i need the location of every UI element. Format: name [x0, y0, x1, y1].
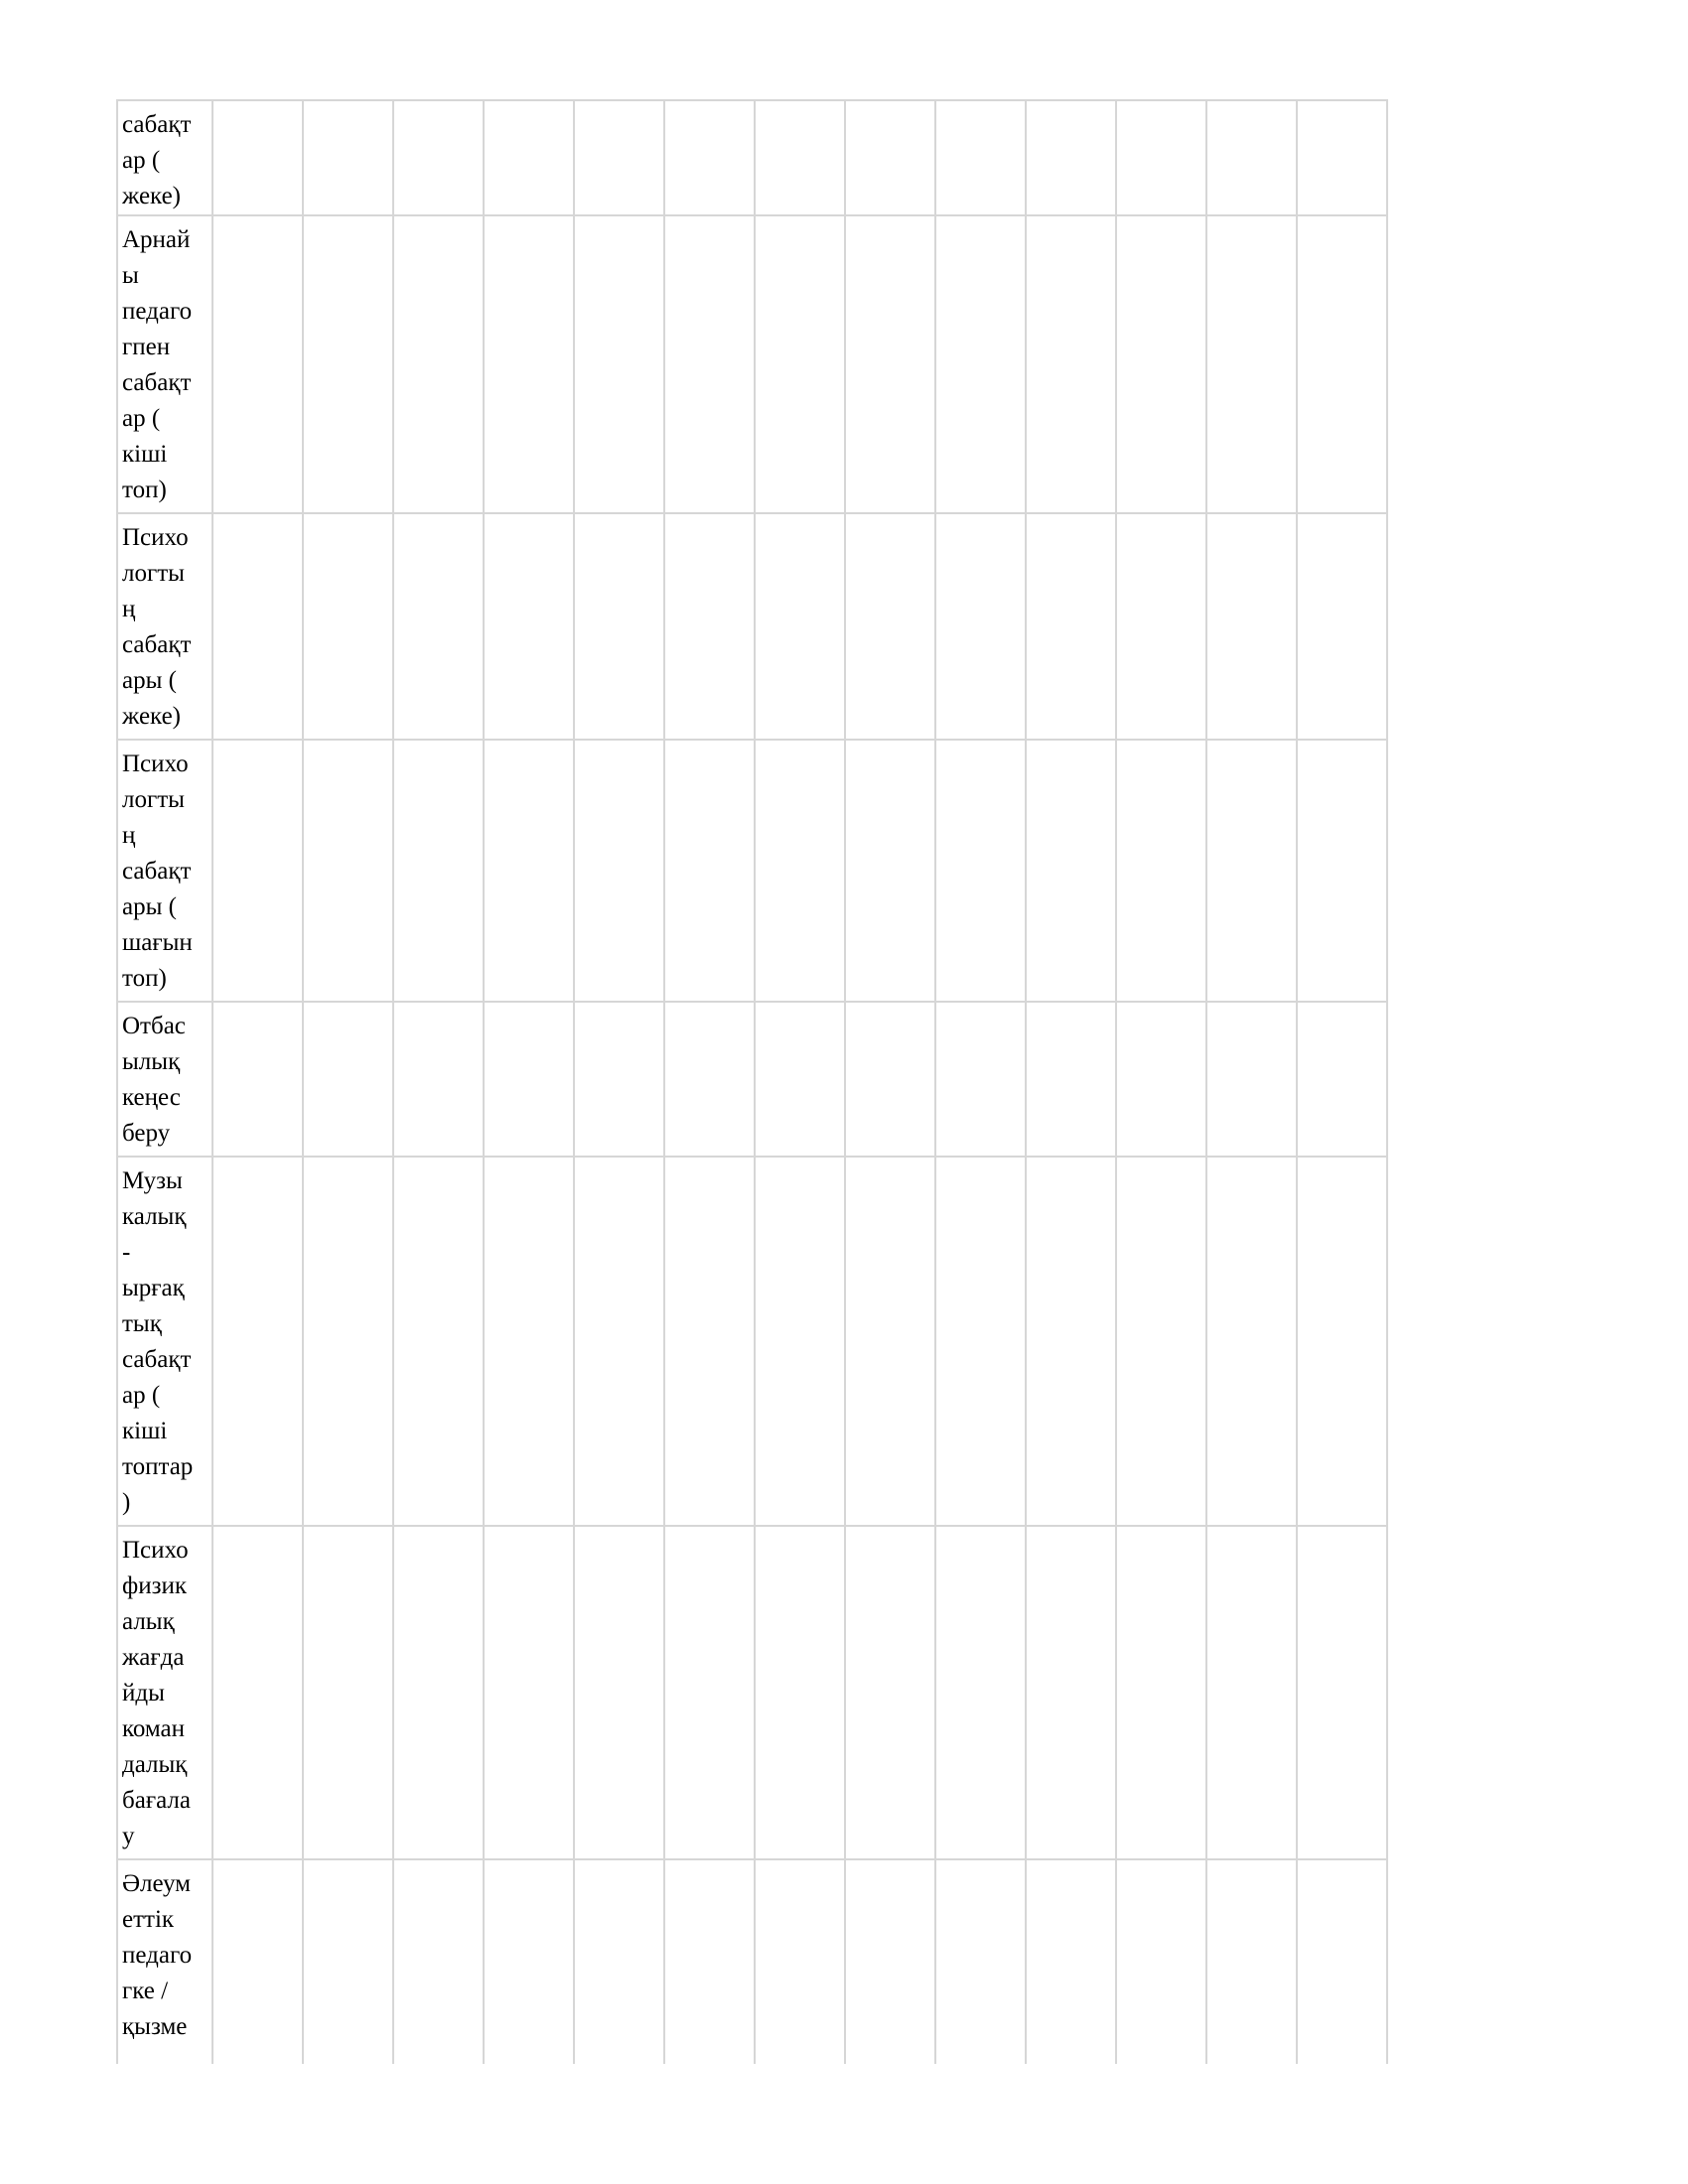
empty-cell: [303, 100, 393, 215]
empty-cell: [1116, 1157, 1206, 1526]
table-row: [117, 740, 1387, 1002]
empty-cell: [484, 740, 574, 1002]
empty-cell: [935, 1157, 1026, 1526]
empty-cell: [1206, 1526, 1297, 1859]
empty-cell: [845, 1157, 935, 1526]
table-container: [116, 99, 1388, 2064]
empty-cell: [1206, 740, 1297, 1002]
empty-cell: [845, 1002, 935, 1157]
empty-cell: [303, 740, 393, 1002]
empty-cell: [1297, 1526, 1387, 1859]
empty-cell: [1116, 513, 1206, 740]
empty-cell: [1116, 100, 1206, 215]
empty-cell: [212, 1157, 303, 1526]
schedule-table: [116, 99, 1388, 2064]
table-row: [117, 215, 1387, 513]
empty-cell: [1206, 1157, 1297, 1526]
empty-cell: [755, 1157, 845, 1526]
empty-cell: [1116, 1002, 1206, 1157]
empty-cell: [484, 1526, 574, 1859]
empty-cell: [1206, 215, 1297, 513]
empty-cell: [393, 740, 484, 1002]
row-label-cell: сабақт ар ( жеке): [117, 100, 212, 215]
empty-cell: [755, 100, 845, 215]
empty-cell: [574, 1526, 664, 1859]
empty-cell: [574, 513, 664, 740]
empty-cell: [845, 513, 935, 740]
empty-cell: [1206, 513, 1297, 740]
empty-cell: [755, 215, 845, 513]
empty-cell: [664, 215, 755, 513]
empty-cell: [664, 1002, 755, 1157]
empty-cell: [935, 740, 1026, 1002]
empty-cell: [574, 215, 664, 513]
table-body: [117, 100, 1387, 2064]
empty-cell: [393, 1526, 484, 1859]
table-row: [117, 1526, 1387, 1859]
empty-cell: [303, 1859, 393, 2064]
empty-cell: [1297, 100, 1387, 215]
empty-cell: [755, 1002, 845, 1157]
empty-cell: [1116, 740, 1206, 1002]
empty-cell: [574, 100, 664, 215]
empty-cell: [1297, 215, 1387, 513]
empty-cell: [1026, 1526, 1116, 1859]
empty-cell: [393, 100, 484, 215]
empty-cell: [484, 1002, 574, 1157]
empty-cell: [574, 1157, 664, 1526]
empty-cell: [484, 513, 574, 740]
table-row: [117, 1002, 1387, 1157]
empty-cell: [935, 1526, 1026, 1859]
empty-cell: [1297, 740, 1387, 1002]
empty-cell: [755, 740, 845, 1002]
empty-cell: [303, 513, 393, 740]
row-label-cell: Психо физик алық жағда йды коман далық бағала у: [117, 1526, 212, 1859]
empty-cell: [303, 215, 393, 513]
empty-cell: [664, 1157, 755, 1526]
empty-cell: [935, 215, 1026, 513]
empty-cell: [755, 513, 845, 740]
empty-cell: [393, 1157, 484, 1526]
empty-cell: [1116, 1526, 1206, 1859]
empty-cell: [935, 100, 1026, 215]
empty-cell: [212, 100, 303, 215]
empty-cell: [212, 215, 303, 513]
empty-cell: [1297, 513, 1387, 740]
empty-cell: [935, 1002, 1026, 1157]
empty-cell: [935, 1859, 1026, 2064]
empty-cell: [1206, 1002, 1297, 1157]
table-row: [117, 100, 1387, 215]
empty-cell: [212, 1859, 303, 2064]
empty-cell: [845, 215, 935, 513]
empty-cell: [212, 513, 303, 740]
table-row: [117, 1157, 1387, 1526]
empty-cell: [1026, 1002, 1116, 1157]
empty-cell: [393, 215, 484, 513]
empty-cell: [1026, 740, 1116, 1002]
empty-cell: [1297, 1859, 1387, 2064]
empty-cell: [664, 740, 755, 1002]
empty-cell: [303, 1526, 393, 1859]
empty-cell: [1206, 1859, 1297, 2064]
empty-cell: [755, 1526, 845, 1859]
empty-cell: [1026, 513, 1116, 740]
empty-cell: [845, 1859, 935, 2064]
empty-cell: [845, 100, 935, 215]
empty-cell: [393, 1002, 484, 1157]
empty-cell: [484, 1859, 574, 2064]
empty-cell: [845, 740, 935, 1002]
table-row: [117, 513, 1387, 740]
empty-cell: [845, 1526, 935, 1859]
row-label-cell: Арнай ы педаго гпен сабақт ар ( кіші топ): [117, 215, 212, 513]
empty-cell: [484, 215, 574, 513]
empty-cell: [935, 513, 1026, 740]
empty-cell: [212, 1002, 303, 1157]
row-label-cell: Отбас ылық кеңес беру: [117, 1002, 212, 1157]
table-row: [117, 1859, 1387, 2064]
row-label-cell: Психо логты ң сабақт ары ( шағын топ): [117, 740, 212, 1002]
empty-cell: [755, 1859, 845, 2064]
empty-cell: [303, 1157, 393, 1526]
empty-cell: [574, 1002, 664, 1157]
empty-cell: [393, 1859, 484, 2064]
empty-cell: [484, 1157, 574, 1526]
empty-cell: [1026, 100, 1116, 215]
empty-cell: [574, 740, 664, 1002]
empty-cell: [664, 100, 755, 215]
empty-cell: [1026, 1157, 1116, 1526]
row-label-cell: Психо логты ң сабақт ары ( жеке): [117, 513, 212, 740]
empty-cell: [1297, 1002, 1387, 1157]
row-label-cell: Әлеум еттік педаго гке / қызме: [117, 1859, 212, 2064]
empty-cell: [1297, 1157, 1387, 1526]
empty-cell: [1026, 215, 1116, 513]
empty-cell: [664, 513, 755, 740]
empty-cell: [393, 513, 484, 740]
empty-cell: [303, 1002, 393, 1157]
empty-cell: [574, 1859, 664, 2064]
empty-cell: [664, 1526, 755, 1859]
empty-cell: [664, 1859, 755, 2064]
empty-cell: [1206, 100, 1297, 215]
empty-cell: [212, 740, 303, 1002]
empty-cell: [212, 1526, 303, 1859]
empty-cell: [1026, 1859, 1116, 2064]
empty-cell: [1116, 1859, 1206, 2064]
empty-cell: [1116, 215, 1206, 513]
row-label-cell: Музы калық - ырғақ тық сабақт ар ( кіші топтар ): [117, 1157, 212, 1526]
empty-cell: [484, 100, 574, 215]
